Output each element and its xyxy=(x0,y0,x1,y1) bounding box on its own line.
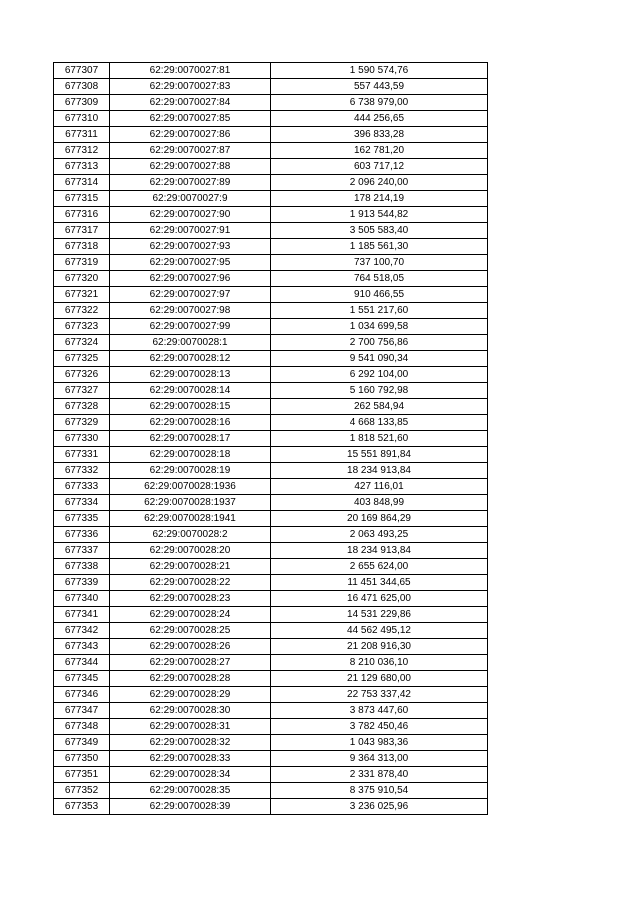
cadastral-number-cell: 62:29:0070028:18 xyxy=(110,447,271,463)
table-row xyxy=(54,383,488,399)
cadastral-value-cell: 1 913 544,82 xyxy=(271,207,488,223)
row-number-cell: 677333 xyxy=(54,479,110,495)
row-number-cell: 677324 xyxy=(54,335,110,351)
cadastral-number-cell: 62:29:0070027:84 xyxy=(110,95,271,111)
table-row xyxy=(54,79,488,95)
table-row xyxy=(54,191,488,207)
row-number-cell: 677342 xyxy=(54,623,110,639)
table-row xyxy=(54,415,488,431)
table-row xyxy=(54,543,488,559)
table-row xyxy=(54,207,488,223)
cadastral-number-cell: 62:29:0070027:93 xyxy=(110,239,271,255)
row-number-cell: 677343 xyxy=(54,639,110,655)
row-number-cell: 677330 xyxy=(54,431,110,447)
row-number-cell: 677351 xyxy=(54,767,110,783)
table-row xyxy=(54,655,488,671)
row-number-cell: 677347 xyxy=(54,703,110,719)
row-number-cell: 677320 xyxy=(54,271,110,287)
cadastral-value-cell: 403 848,99 xyxy=(271,495,488,511)
table-row xyxy=(54,767,488,783)
cadastral-value-cell: 396 833,28 xyxy=(271,127,488,143)
row-number-cell: 677312 xyxy=(54,143,110,159)
table-row xyxy=(54,735,488,751)
row-number-cell: 677335 xyxy=(54,511,110,527)
cadastral-value-cell: 18 234 913,84 xyxy=(271,543,488,559)
cadastral-value-cell: 8 210 036,10 xyxy=(271,655,488,671)
table-row xyxy=(54,95,488,111)
cadastral-number-cell: 62:29:0070028:23 xyxy=(110,591,271,607)
cadastral-number-cell: 62:29:0070028:22 xyxy=(110,575,271,591)
table-row xyxy=(54,591,488,607)
cadastral-number-cell: 62:29:0070028:35 xyxy=(110,783,271,799)
cadastral-value-cell: 8 375 910,54 xyxy=(271,783,488,799)
row-number-cell: 677310 xyxy=(54,111,110,127)
cadastral-number-cell: 62:29:0070028:28 xyxy=(110,671,271,687)
cadastral-value-cell: 1 551 217,60 xyxy=(271,303,488,319)
table-row xyxy=(54,495,488,511)
row-number-cell: 677337 xyxy=(54,543,110,559)
table-row xyxy=(54,671,488,687)
row-number-cell: 677332 xyxy=(54,463,110,479)
table-row xyxy=(54,351,488,367)
table-row xyxy=(54,303,488,319)
table-row xyxy=(54,687,488,703)
cadastral-number-cell: 62:29:0070028:2 xyxy=(110,527,271,543)
cadastral-value-cell: 5 160 792,98 xyxy=(271,383,488,399)
cadastral-number-cell: 62:29:0070027:91 xyxy=(110,223,271,239)
row-number-cell: 677328 xyxy=(54,399,110,415)
table-row xyxy=(54,559,488,575)
row-number-cell: 677348 xyxy=(54,719,110,735)
cadastral-value-cell: 444 256,65 xyxy=(271,111,488,127)
row-number-cell: 677322 xyxy=(54,303,110,319)
cadastral-number-cell: 62:29:0070028:27 xyxy=(110,655,271,671)
cadastral-value-cell: 427 116,01 xyxy=(271,479,488,495)
cadastral-value-cell: 21 129 680,00 xyxy=(271,671,488,687)
row-number-cell: 677323 xyxy=(54,319,110,335)
cadastral-value-cell: 3 505 583,40 xyxy=(271,223,488,239)
cadastral-value-cell: 162 781,20 xyxy=(271,143,488,159)
table-row xyxy=(54,479,488,495)
cadastral-number-cell: 62:29:0070028:1936 xyxy=(110,479,271,495)
row-number-cell: 677331 xyxy=(54,447,110,463)
table-row xyxy=(54,335,488,351)
cadastral-value-cell: 6 738 979,00 xyxy=(271,95,488,111)
table-row xyxy=(54,527,488,543)
cadastral-value-cell: 2 096 240,00 xyxy=(271,175,488,191)
cadastral-value-cell: 2 063 493,25 xyxy=(271,527,488,543)
cadastral-number-cell: 62:29:0070028:1941 xyxy=(110,511,271,527)
cadastral-number-cell: 62:29:0070028:14 xyxy=(110,383,271,399)
cadastral-value-cell: 1 590 574,76 xyxy=(271,63,488,79)
cadastral-number-cell: 62:29:0070028:17 xyxy=(110,431,271,447)
cadastral-value-cell: 737 100,70 xyxy=(271,255,488,271)
cadastral-value-cell: 20 169 864,29 xyxy=(271,511,488,527)
table-row xyxy=(54,511,488,527)
row-number-cell: 677313 xyxy=(54,159,110,175)
table-row xyxy=(54,223,488,239)
table-row xyxy=(54,703,488,719)
row-number-cell: 677341 xyxy=(54,607,110,623)
table-row xyxy=(54,271,488,287)
cadastral-number-cell: 62:29:0070028:1937 xyxy=(110,495,271,511)
cadastral-value-cell: 9 364 313,00 xyxy=(271,751,488,767)
cadastral-number-cell: 62:29:0070027:97 xyxy=(110,287,271,303)
table-row xyxy=(54,719,488,735)
cadastral-number-cell: 62:29:0070027:87 xyxy=(110,143,271,159)
cadastral-number-cell: 62:29:0070028:39 xyxy=(110,799,271,815)
table-row xyxy=(54,287,488,303)
cadastral-number-cell: 62:29:0070028:19 xyxy=(110,463,271,479)
cadastral-number-cell: 62:29:0070027:90 xyxy=(110,207,271,223)
row-number-cell: 677317 xyxy=(54,223,110,239)
cadastral-value-cell: 2 331 878,40 xyxy=(271,767,488,783)
row-number-cell: 677353 xyxy=(54,799,110,815)
row-number-cell: 677334 xyxy=(54,495,110,511)
row-number-cell: 677307 xyxy=(54,63,110,79)
table-row xyxy=(54,607,488,623)
table-row xyxy=(54,431,488,447)
cadastral-number-cell: 62:29:0070028:32 xyxy=(110,735,271,751)
cadastral-number-cell: 62:29:0070028:15 xyxy=(110,399,271,415)
table-row xyxy=(54,463,488,479)
cadastral-number-cell: 62:29:0070028:21 xyxy=(110,559,271,575)
cadastral-value-cell: 9 541 090,34 xyxy=(271,351,488,367)
row-number-cell: 677352 xyxy=(54,783,110,799)
cadastral-number-cell: 62:29:0070027:96 xyxy=(110,271,271,287)
cadastral-number-cell: 62:29:0070027:83 xyxy=(110,79,271,95)
cadastral-number-cell: 62:29:0070027:89 xyxy=(110,175,271,191)
cadastral-number-cell: 62:29:0070028:13 xyxy=(110,367,271,383)
cadastral-number-cell: 62:29:0070028:24 xyxy=(110,607,271,623)
cadastral-value-cell: 11 451 344,65 xyxy=(271,575,488,591)
cadastral-value-cell: 910 466,55 xyxy=(271,287,488,303)
table-row xyxy=(54,575,488,591)
cadastral-number-cell: 62:29:0070027:9 xyxy=(110,191,271,207)
cadastral-value-cell: 1 818 521,60 xyxy=(271,431,488,447)
cadastral-number-cell: 62:29:0070028:33 xyxy=(110,751,271,767)
cadastral-number-cell: 62:29:0070027:95 xyxy=(110,255,271,271)
table-row xyxy=(54,367,488,383)
row-number-cell: 677336 xyxy=(54,527,110,543)
row-number-cell: 677349 xyxy=(54,735,110,751)
table-row xyxy=(54,255,488,271)
cadastral-number-cell: 62:29:0070028:16 xyxy=(110,415,271,431)
row-number-cell: 677329 xyxy=(54,415,110,431)
cadastral-number-cell: 62:29:0070027:81 xyxy=(110,63,271,79)
cadastral-value-cell: 603 717,12 xyxy=(271,159,488,175)
cadastral-value-cell: 3 236 025,96 xyxy=(271,799,488,815)
row-number-cell: 677339 xyxy=(54,575,110,591)
cadastral-value-cell: 21 208 916,30 xyxy=(271,639,488,655)
row-number-cell: 677338 xyxy=(54,559,110,575)
cadastral-value-cell: 18 234 913,84 xyxy=(271,463,488,479)
row-number-cell: 677346 xyxy=(54,687,110,703)
cadastral-value-cell: 3 782 450,46 xyxy=(271,719,488,735)
row-number-cell: 677327 xyxy=(54,383,110,399)
table-row xyxy=(54,159,488,175)
row-number-cell: 677325 xyxy=(54,351,110,367)
row-number-cell: 677344 xyxy=(54,655,110,671)
table-body xyxy=(54,63,488,815)
cadastral-number-cell: 62:29:0070028:34 xyxy=(110,767,271,783)
cadastral-value-cell: 22 753 337,42 xyxy=(271,687,488,703)
cadastral-number-cell: 62:29:0070028:31 xyxy=(110,719,271,735)
cadastral-value-cell: 15 551 891,84 xyxy=(271,447,488,463)
row-number-cell: 677340 xyxy=(54,591,110,607)
table-row xyxy=(54,783,488,799)
cadastral-value-cell: 16 471 625,00 xyxy=(271,591,488,607)
cadastral-value-table xyxy=(53,62,488,815)
row-number-cell: 677311 xyxy=(54,127,110,143)
cadastral-value-cell: 1 034 699,58 xyxy=(271,319,488,335)
row-number-cell: 677314 xyxy=(54,175,110,191)
table-row xyxy=(54,175,488,191)
cadastral-value-cell: 3 873 447,60 xyxy=(271,703,488,719)
row-number-cell: 677308 xyxy=(54,79,110,95)
cadastral-number-cell: 62:29:0070028:29 xyxy=(110,687,271,703)
row-number-cell: 677319 xyxy=(54,255,110,271)
row-number-cell: 677318 xyxy=(54,239,110,255)
table-row xyxy=(54,127,488,143)
cadastral-value-cell: 2 655 624,00 xyxy=(271,559,488,575)
cadastral-number-cell: 62:29:0070027:86 xyxy=(110,127,271,143)
row-number-cell: 677309 xyxy=(54,95,110,111)
table-row xyxy=(54,63,488,79)
row-number-cell: 677321 xyxy=(54,287,110,303)
table-row xyxy=(54,319,488,335)
cadastral-number-cell: 62:29:0070027:88 xyxy=(110,159,271,175)
cadastral-number-cell: 62:29:0070028:25 xyxy=(110,623,271,639)
cadastral-value-cell: 557 443,59 xyxy=(271,79,488,95)
cadastral-number-cell: 62:29:0070028:1 xyxy=(110,335,271,351)
cadastral-value-cell: 1 043 983,36 xyxy=(271,735,488,751)
table-row xyxy=(54,143,488,159)
table-row xyxy=(54,623,488,639)
cadastral-number-cell: 62:29:0070028:20 xyxy=(110,543,271,559)
cadastral-value-cell: 44 562 495,12 xyxy=(271,623,488,639)
row-number-cell: 677315 xyxy=(54,191,110,207)
cadastral-value-cell: 262 584,94 xyxy=(271,399,488,415)
row-number-cell: 677326 xyxy=(54,367,110,383)
cadastral-number-cell: 62:29:0070027:85 xyxy=(110,111,271,127)
cadastral-value-cell: 6 292 104,00 xyxy=(271,367,488,383)
cadastral-number-cell: 62:29:0070027:99 xyxy=(110,319,271,335)
cadastral-number-cell: 62:29:0070028:26 xyxy=(110,639,271,655)
row-number-cell: 677316 xyxy=(54,207,110,223)
row-number-cell: 677345 xyxy=(54,671,110,687)
table-row xyxy=(54,447,488,463)
row-number-cell: 677350 xyxy=(54,751,110,767)
table-row xyxy=(54,751,488,767)
cadastral-value-cell: 14 531 229,86 xyxy=(271,607,488,623)
cadastral-number-cell: 62:29:0070028:12 xyxy=(110,351,271,367)
table-row xyxy=(54,239,488,255)
table-row xyxy=(54,399,488,415)
cadastral-value-cell: 1 185 561,30 xyxy=(271,239,488,255)
cadastral-value-cell: 764 518,05 xyxy=(271,271,488,287)
table-row xyxy=(54,111,488,127)
cadastral-value-cell: 178 214,19 xyxy=(271,191,488,207)
cadastral-value-cell: 2 700 756,86 xyxy=(271,335,488,351)
cadastral-number-cell: 62:29:0070028:30 xyxy=(110,703,271,719)
table-row xyxy=(54,639,488,655)
cadastral-number-cell: 62:29:0070027:98 xyxy=(110,303,271,319)
cadastral-value-cell: 4 668 133,85 xyxy=(271,415,488,431)
table-row xyxy=(54,799,488,815)
